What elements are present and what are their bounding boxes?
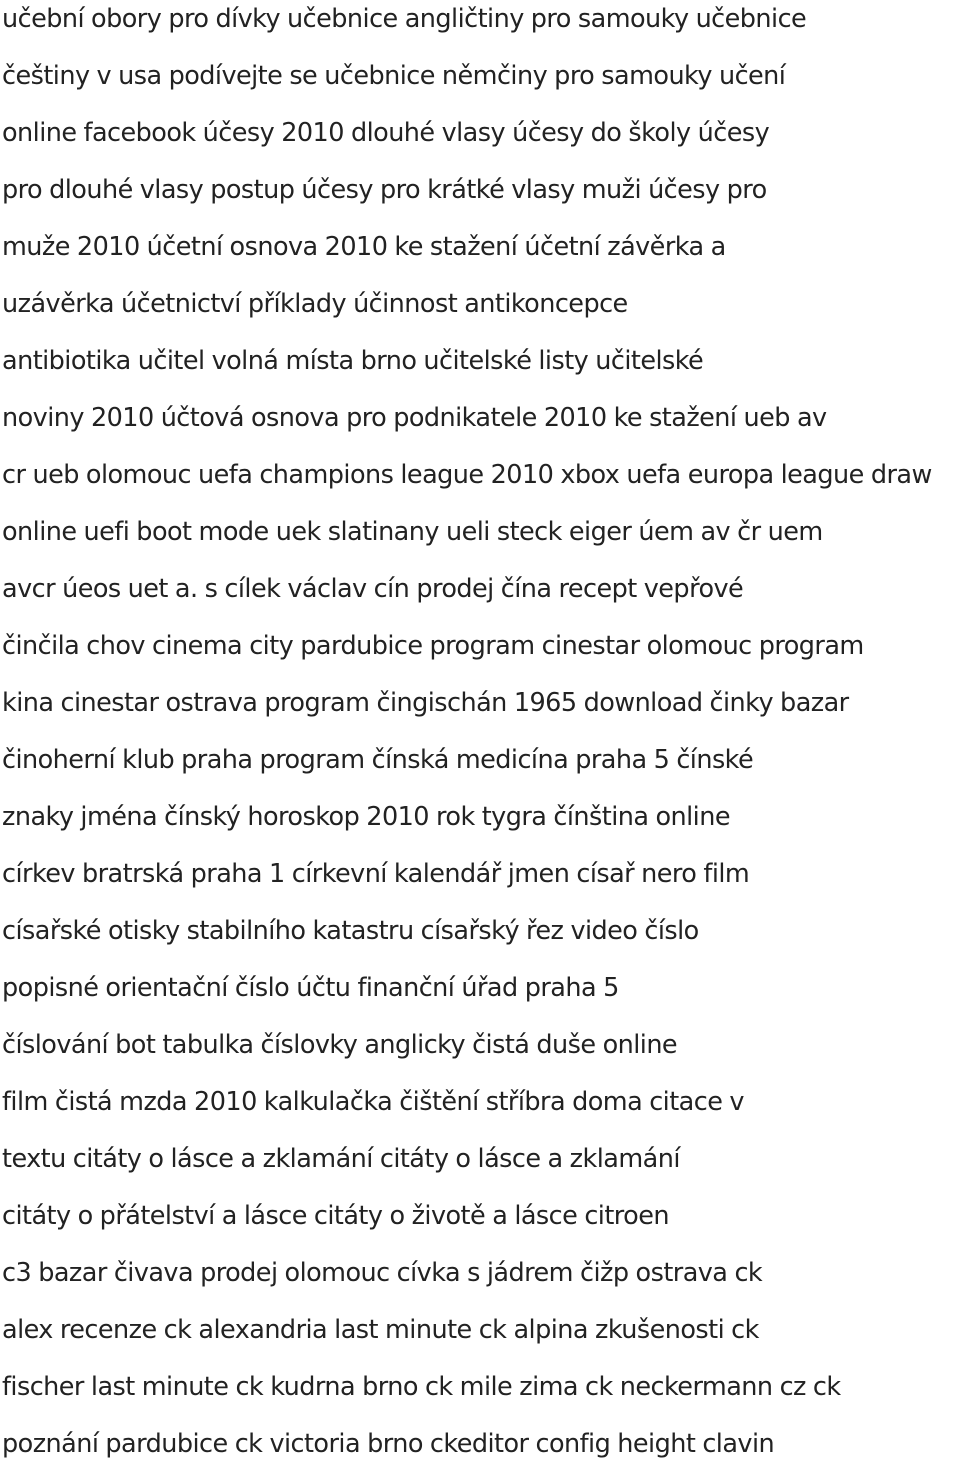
text-line: poznání pardubice ck victoria brno ckeditor config height clavin — [2, 1429, 775, 1459]
text-line: číslování bot tabulka číslovky anglicky čistá duše online — [2, 1030, 678, 1060]
text-line: online uefi boot mode uek slatinany ueli steck eiger úem av čr uem — [2, 517, 823, 547]
text-line: uzávěrka účetnictví příklady účinnost antikoncepce — [2, 289, 628, 319]
text-line: činčila chov cinema city pardubice program cinestar olomouc program — [2, 631, 864, 661]
text-line: citáty o přátelství a lásce citáty o životě a lásce citroen — [2, 1201, 669, 1231]
text-line: avcr úeos uet a. s cílek václav cín prodej čína recept vepřové — [2, 574, 744, 604]
text-line: textu citáty o lásce a zklamání citáty o lásce a zklamání — [2, 1144, 680, 1174]
text-line: fischer last minute ck kudrna brno ck mile zima ck neckermann cz ck — [2, 1372, 841, 1402]
text-line: c3 bazar čivava prodej olomouc cívka s jádrem čižp ostrava ck — [2, 1258, 763, 1288]
text-line: cr ueb olomouc uefa champions league 2010 xbox uefa europa league draw — [2, 460, 932, 490]
text-line: pro dlouhé vlasy postup účesy pro krátké vlasy muži účesy pro — [2, 175, 767, 205]
text-line: znaky jména čínský horoskop 2010 rok tygra čínština online — [2, 802, 730, 832]
text-line: císařské otisky stabilního katastru císařský řez video číslo — [2, 916, 699, 946]
text-line: učební obory pro dívky učebnice angličtiny pro samouky učebnice — [2, 4, 807, 34]
text-line: film čistá mzda 2010 kalkulačka čištění stříbra doma citace v — [2, 1087, 744, 1117]
text-line: noviny 2010 účtová osnova pro podnikatele 2010 ke stažení ueb av — [2, 403, 827, 433]
text-line: češtiny v usa podívejte se učebnice němčiny pro samouky učení — [2, 61, 786, 91]
text-line: kina cinestar ostrava program čingischán 1965 download činky bazar — [2, 688, 849, 718]
text-line: alex recenze ck alexandria last minute ck alpina zkušenosti ck — [2, 1315, 759, 1345]
text-line: činoherní klub praha program čínská medicína praha 5 čínské — [2, 745, 754, 775]
text-line: online facebook účesy 2010 dlouhé vlasy účesy do školy účesy — [2, 118, 770, 148]
text-line: popisné orientační číslo účtu finanční úřad praha 5 — [2, 973, 619, 1003]
text-line: antibiotika učitel volná místa brno učitelské listy učitelské — [2, 346, 704, 376]
text-line: církev bratrská praha 1 církevní kalendář jmen císař nero film — [2, 859, 750, 889]
text-line: muže 2010 účetní osnova 2010 ke stažení účetní závěrka a — [2, 232, 726, 262]
